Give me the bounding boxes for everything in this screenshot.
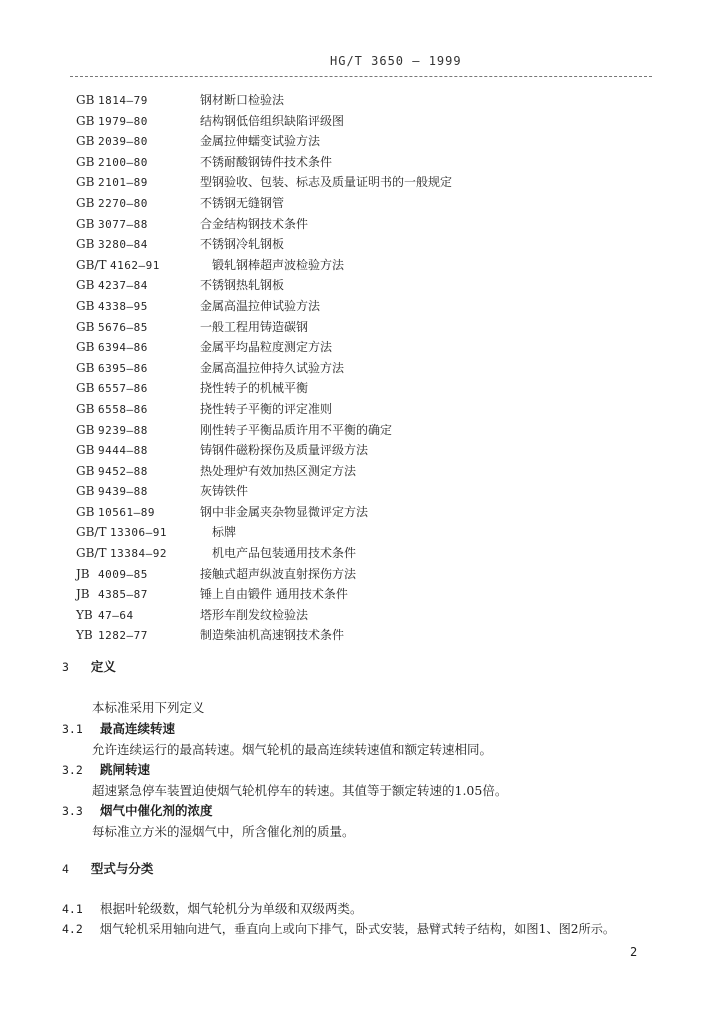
reference-title: 不锈耐酸钢铸件技术条件 bbox=[200, 154, 333, 169]
reference-org: GB bbox=[76, 134, 95, 149]
reference-org: GB bbox=[76, 381, 95, 396]
reference-item bbox=[76, 317, 676, 338]
reference-item bbox=[76, 111, 676, 132]
reference-code: 47—64 bbox=[98, 608, 134, 622]
reference-title: 锤上自由锻件 通用技术条件 bbox=[200, 587, 348, 602]
reference-code: 9239—88 bbox=[98, 423, 148, 437]
clause-3-1-text: 允许连续运行的最高转速。烟气轮机的最高连续转速值和额定转速相同。 bbox=[92, 742, 493, 757]
section-3-heading bbox=[62, 657, 116, 675]
clause-3-1 bbox=[62, 719, 175, 737]
reference-item bbox=[76, 358, 676, 379]
reference-item bbox=[76, 584, 676, 605]
reference-org: GB bbox=[76, 340, 95, 355]
reference-title: 灰铸铁件 bbox=[200, 484, 249, 499]
reference-title: 刚性转子平衡品质许用不平衡的确定 bbox=[200, 422, 393, 437]
reference-title: 金属拉伸蠕变试验方法 bbox=[200, 134, 321, 149]
section-title: 型式与分类 bbox=[90, 861, 154, 876]
reference-item bbox=[76, 605, 676, 626]
reference-title: 不锈钢热轧钢板 bbox=[200, 278, 285, 293]
clause-3-3-text: 每标准立方米的湿烟气中，所含催化剂的质量。 bbox=[92, 824, 355, 839]
reference-org: GB bbox=[76, 463, 95, 478]
reference-code: 1282—77 bbox=[98, 629, 148, 643]
reference-item bbox=[76, 440, 676, 461]
reference-org: GB bbox=[76, 443, 95, 458]
reference-title: 机电产品包装通用技术条件 bbox=[212, 546, 357, 561]
reference-code: 1814—79 bbox=[98, 94, 148, 107]
reference-item bbox=[76, 564, 676, 585]
reference-org: GB/T bbox=[76, 546, 107, 561]
reference-code: 6394—86 bbox=[98, 341, 148, 355]
reference-org: GB bbox=[76, 154, 95, 169]
reference-item bbox=[76, 255, 676, 276]
clause-text: 烟气轮机采用轴向进气，垂直向上或向下排气，卧式安装，悬臂式转子结构，如图1、图2所示。 bbox=[99, 922, 616, 936]
reference-item bbox=[76, 131, 676, 152]
reference-title: 热处理炉有效加热区测定方法 bbox=[200, 463, 357, 478]
reference-org: GB/T bbox=[76, 525, 107, 540]
reference-title: 标牌 bbox=[212, 525, 237, 540]
reference-code: 3077—88 bbox=[98, 217, 148, 231]
reference-title: 挠性转子平衡的评定准则 bbox=[200, 401, 333, 416]
reference-title: 铸钢件磁粉探伤及质量评级方法 bbox=[200, 443, 369, 458]
reference-code: 13306—91 bbox=[110, 526, 167, 540]
standard-code-header: HG/T 3650 — 1999 bbox=[330, 54, 462, 68]
reference-item bbox=[76, 172, 676, 193]
section-number: 3 bbox=[62, 660, 69, 674]
reference-item bbox=[76, 461, 676, 482]
reference-org: YB bbox=[76, 628, 93, 643]
section-title: 定义 bbox=[90, 659, 116, 674]
reference-org: GB bbox=[76, 93, 95, 107]
clause-3-2-text: 超速紧急停车装置迫使烟气轮机停车的转速。其值等于额定转速的1.05倍。 bbox=[92, 783, 508, 798]
reference-title: 金属高温拉伸持久试验方法 bbox=[200, 360, 345, 375]
reference-code: 6395—86 bbox=[98, 361, 148, 375]
reference-item bbox=[76, 152, 676, 173]
reference-code: 3280—84 bbox=[98, 238, 148, 252]
reference-org: GB bbox=[76, 422, 95, 437]
reference-org: GB bbox=[76, 319, 95, 334]
reference-org: GB bbox=[76, 113, 95, 128]
reference-code: 9444—88 bbox=[98, 444, 148, 458]
clause-number: 3.1 bbox=[62, 722, 83, 736]
reference-org: YB bbox=[76, 607, 93, 622]
clause-number: 3.3 bbox=[62, 804, 83, 818]
clause-title: 最高连续转速 bbox=[99, 721, 175, 736]
reference-item bbox=[76, 193, 676, 214]
clause-text: 根据叶轮级数，烟气轮机分为单级和双级两类。 bbox=[99, 901, 363, 916]
reference-code: 4338—95 bbox=[98, 299, 148, 313]
reference-code: 6557—86 bbox=[98, 382, 148, 396]
reference-title: 金属平均晶粒度测定方法 bbox=[200, 340, 333, 355]
reference-item bbox=[76, 234, 676, 255]
reference-title: 一般工程用铸造碳钢 bbox=[200, 319, 309, 334]
reference-code: 1979—80 bbox=[98, 114, 148, 128]
clause-number: 4.1 bbox=[62, 902, 83, 916]
normative-references-list bbox=[76, 90, 676, 646]
reference-org: GB bbox=[76, 504, 95, 519]
reference-code: 9439—88 bbox=[98, 485, 148, 499]
reference-title: 制造柴油机高速钢技术条件 bbox=[200, 628, 345, 643]
reference-title: 合金结构钢技术条件 bbox=[200, 216, 309, 231]
reference-org: GB bbox=[76, 216, 95, 231]
reference-item bbox=[76, 90, 676, 111]
header-rule bbox=[70, 76, 652, 77]
reference-code: 6558—86 bbox=[98, 402, 148, 416]
section-3-intro: 本标准采用下列定义 bbox=[92, 700, 205, 715]
clause-4-2 bbox=[62, 920, 615, 937]
clause-4-1 bbox=[62, 899, 363, 917]
reference-title: 型钢验收、包装、标志及质量证明书的一般规定 bbox=[200, 175, 453, 190]
reference-code: 2270—80 bbox=[98, 196, 148, 210]
reference-title: 钢材断口检验法 bbox=[200, 93, 285, 107]
reference-org: GB bbox=[76, 298, 95, 313]
clause-3-2 bbox=[62, 760, 150, 778]
reference-code: 9452—88 bbox=[98, 464, 148, 478]
reference-org: GB bbox=[76, 484, 95, 499]
reference-code: 4237—84 bbox=[98, 279, 148, 293]
page-number: 2 bbox=[630, 945, 638, 959]
clause-number: 3.2 bbox=[62, 763, 83, 777]
reference-org: GB bbox=[76, 278, 95, 293]
reference-org: JB bbox=[76, 566, 90, 581]
reference-item bbox=[76, 625, 676, 646]
reference-org: GB bbox=[76, 195, 95, 210]
reference-item bbox=[76, 296, 676, 317]
reference-code: 5676—85 bbox=[98, 320, 148, 334]
reference-title: 塔形车削发纹检验法 bbox=[200, 607, 309, 622]
reference-title: 不锈钢冷轧钢板 bbox=[200, 237, 285, 252]
reference-title: 挠性转子的机械平衡 bbox=[200, 381, 309, 396]
reference-item bbox=[76, 337, 676, 358]
reference-org: JB bbox=[76, 587, 90, 602]
reference-code: 4009—85 bbox=[98, 567, 148, 581]
reference-title: 结构钢低倍组织缺陷评级图 bbox=[200, 113, 345, 128]
reference-title: 金属高温拉伸试验方法 bbox=[200, 298, 321, 313]
clause-title: 烟气中催化剂的浓度 bbox=[99, 803, 213, 818]
reference-item bbox=[76, 502, 676, 523]
reference-code: 4162—91 bbox=[110, 258, 160, 272]
section-number: 4 bbox=[62, 862, 69, 876]
reference-org: GB bbox=[76, 237, 95, 252]
reference-code: 2100—80 bbox=[98, 155, 148, 169]
reference-code: 13384—92 bbox=[110, 547, 167, 561]
reference-title: 接触式超声纵波直射探伤方法 bbox=[200, 566, 357, 581]
reference-item bbox=[76, 420, 676, 441]
reference-item bbox=[76, 543, 676, 564]
reference-item bbox=[76, 481, 676, 502]
reference-org: GB/T bbox=[76, 257, 107, 272]
clause-3-3 bbox=[62, 801, 213, 819]
reference-title: 锻轧钢棒超声波检验方法 bbox=[212, 257, 345, 272]
reference-code: 10561—89 bbox=[98, 505, 155, 519]
clause-title: 跳闸转速 bbox=[99, 762, 150, 777]
reference-org: GB bbox=[76, 401, 95, 416]
reference-org: GB bbox=[76, 175, 95, 190]
reference-code: 2039—80 bbox=[98, 135, 148, 149]
reference-title: 不锈钢无缝钢管 bbox=[200, 195, 285, 210]
reference-item bbox=[76, 399, 676, 420]
reference-org: GB bbox=[76, 360, 95, 375]
reference-item bbox=[76, 214, 676, 235]
reference-title: 钢中非金属夹杂物显微评定方法 bbox=[200, 504, 369, 519]
reference-item bbox=[76, 522, 676, 543]
reference-code: 4385—87 bbox=[98, 588, 148, 602]
section-4-heading bbox=[62, 859, 153, 877]
clause-number: 4.2 bbox=[62, 922, 83, 936]
reference-item bbox=[76, 275, 676, 296]
reference-code: 2101—89 bbox=[98, 176, 148, 190]
reference-item bbox=[76, 378, 676, 399]
